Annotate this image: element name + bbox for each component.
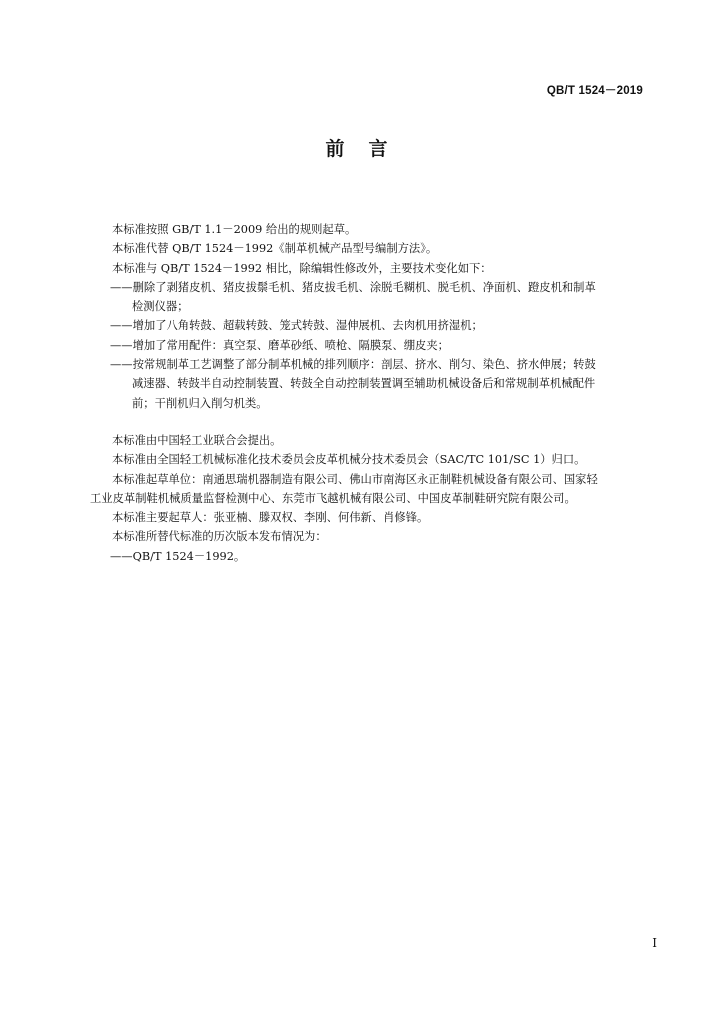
change-item-line: ——删除了剥猪皮机、猪皮拔鬃毛机、猪皮拔毛机、涂脱毛糊机、脱毛机、净面机、蹬皮机和制革 xyxy=(110,280,596,294)
paragraph xyxy=(90,470,660,509)
page-title: 前言 xyxy=(325,138,412,160)
page-number: I xyxy=(652,936,657,950)
paragraph-line: 本标准起草单位：南通思瑞机器制造有限公司、佛山市南海区永正制鞋机械设备有限公司、国家轻 xyxy=(112,472,598,486)
paragraph: 本标准由全国轻工机械标准化技术委员会皮革机械分技术委员会（SAC/TC 101/SC 1）归口。 xyxy=(112,453,586,467)
foreword-body xyxy=(90,220,660,566)
change-item-line: ——QB/T 1524－1992。 xyxy=(110,549,246,563)
paragraph: 本标准按照 GB/T 1.1－2009 给出的规则起草。 xyxy=(112,223,357,236)
change-item-line: ——增加了常用配件：真空泵、磨革砂纸、喷枪、隔膜泵、绷皮夹； xyxy=(110,338,449,352)
paragraph: 本标准主要起草人：张亚楠、滕双权、李刚、何伟新、肖修锋。 xyxy=(112,511,429,525)
change-item xyxy=(90,278,660,317)
change-item xyxy=(90,355,660,413)
change-item-line: 减速器、转鼓半自动控制装置、转鼓全自动控制装置调至辅助机械设备后和常规制革机械配件 xyxy=(132,377,596,391)
paragraph: 本标准所替代标准的历次版本发布情况为： xyxy=(112,530,327,544)
paragraph: 本标准与 QB/T 1524－1992 相比，除编辑性修改外，主要技术变化如下： xyxy=(112,261,492,275)
change-item-line: 前；干削机归入削匀机类。 xyxy=(132,396,268,410)
paragraph: 本标准代替 QB/T 1524－1992《制革机械产品型号编制方法》。 xyxy=(112,242,438,256)
change-item-line: ——按常规制革工艺调整了部分制革机械的排列顺序：剖层、挤水、削匀、染色、挤水伸展；转鼓 xyxy=(110,358,596,372)
change-item-line: ——增加了八角转鼓、超载转鼓、笼式转鼓、湿伸展机、去肉机用挤湿机； xyxy=(110,319,483,333)
change-item-line: 检测仪器； xyxy=(132,300,189,314)
paragraph-line: 工业皮革制鞋机械质量监督检测中心、东莞市飞越机械有限公司、中国皮革制鞋研究院有限公司。 xyxy=(90,491,576,505)
paragraph: 本标准由中国轻工业联合会提出。 xyxy=(112,433,282,447)
change-item xyxy=(90,547,660,566)
spacer xyxy=(90,413,660,431)
change-item xyxy=(90,316,660,335)
standard-code: QB/T 1524－2019 xyxy=(546,85,643,97)
change-item xyxy=(90,336,660,355)
